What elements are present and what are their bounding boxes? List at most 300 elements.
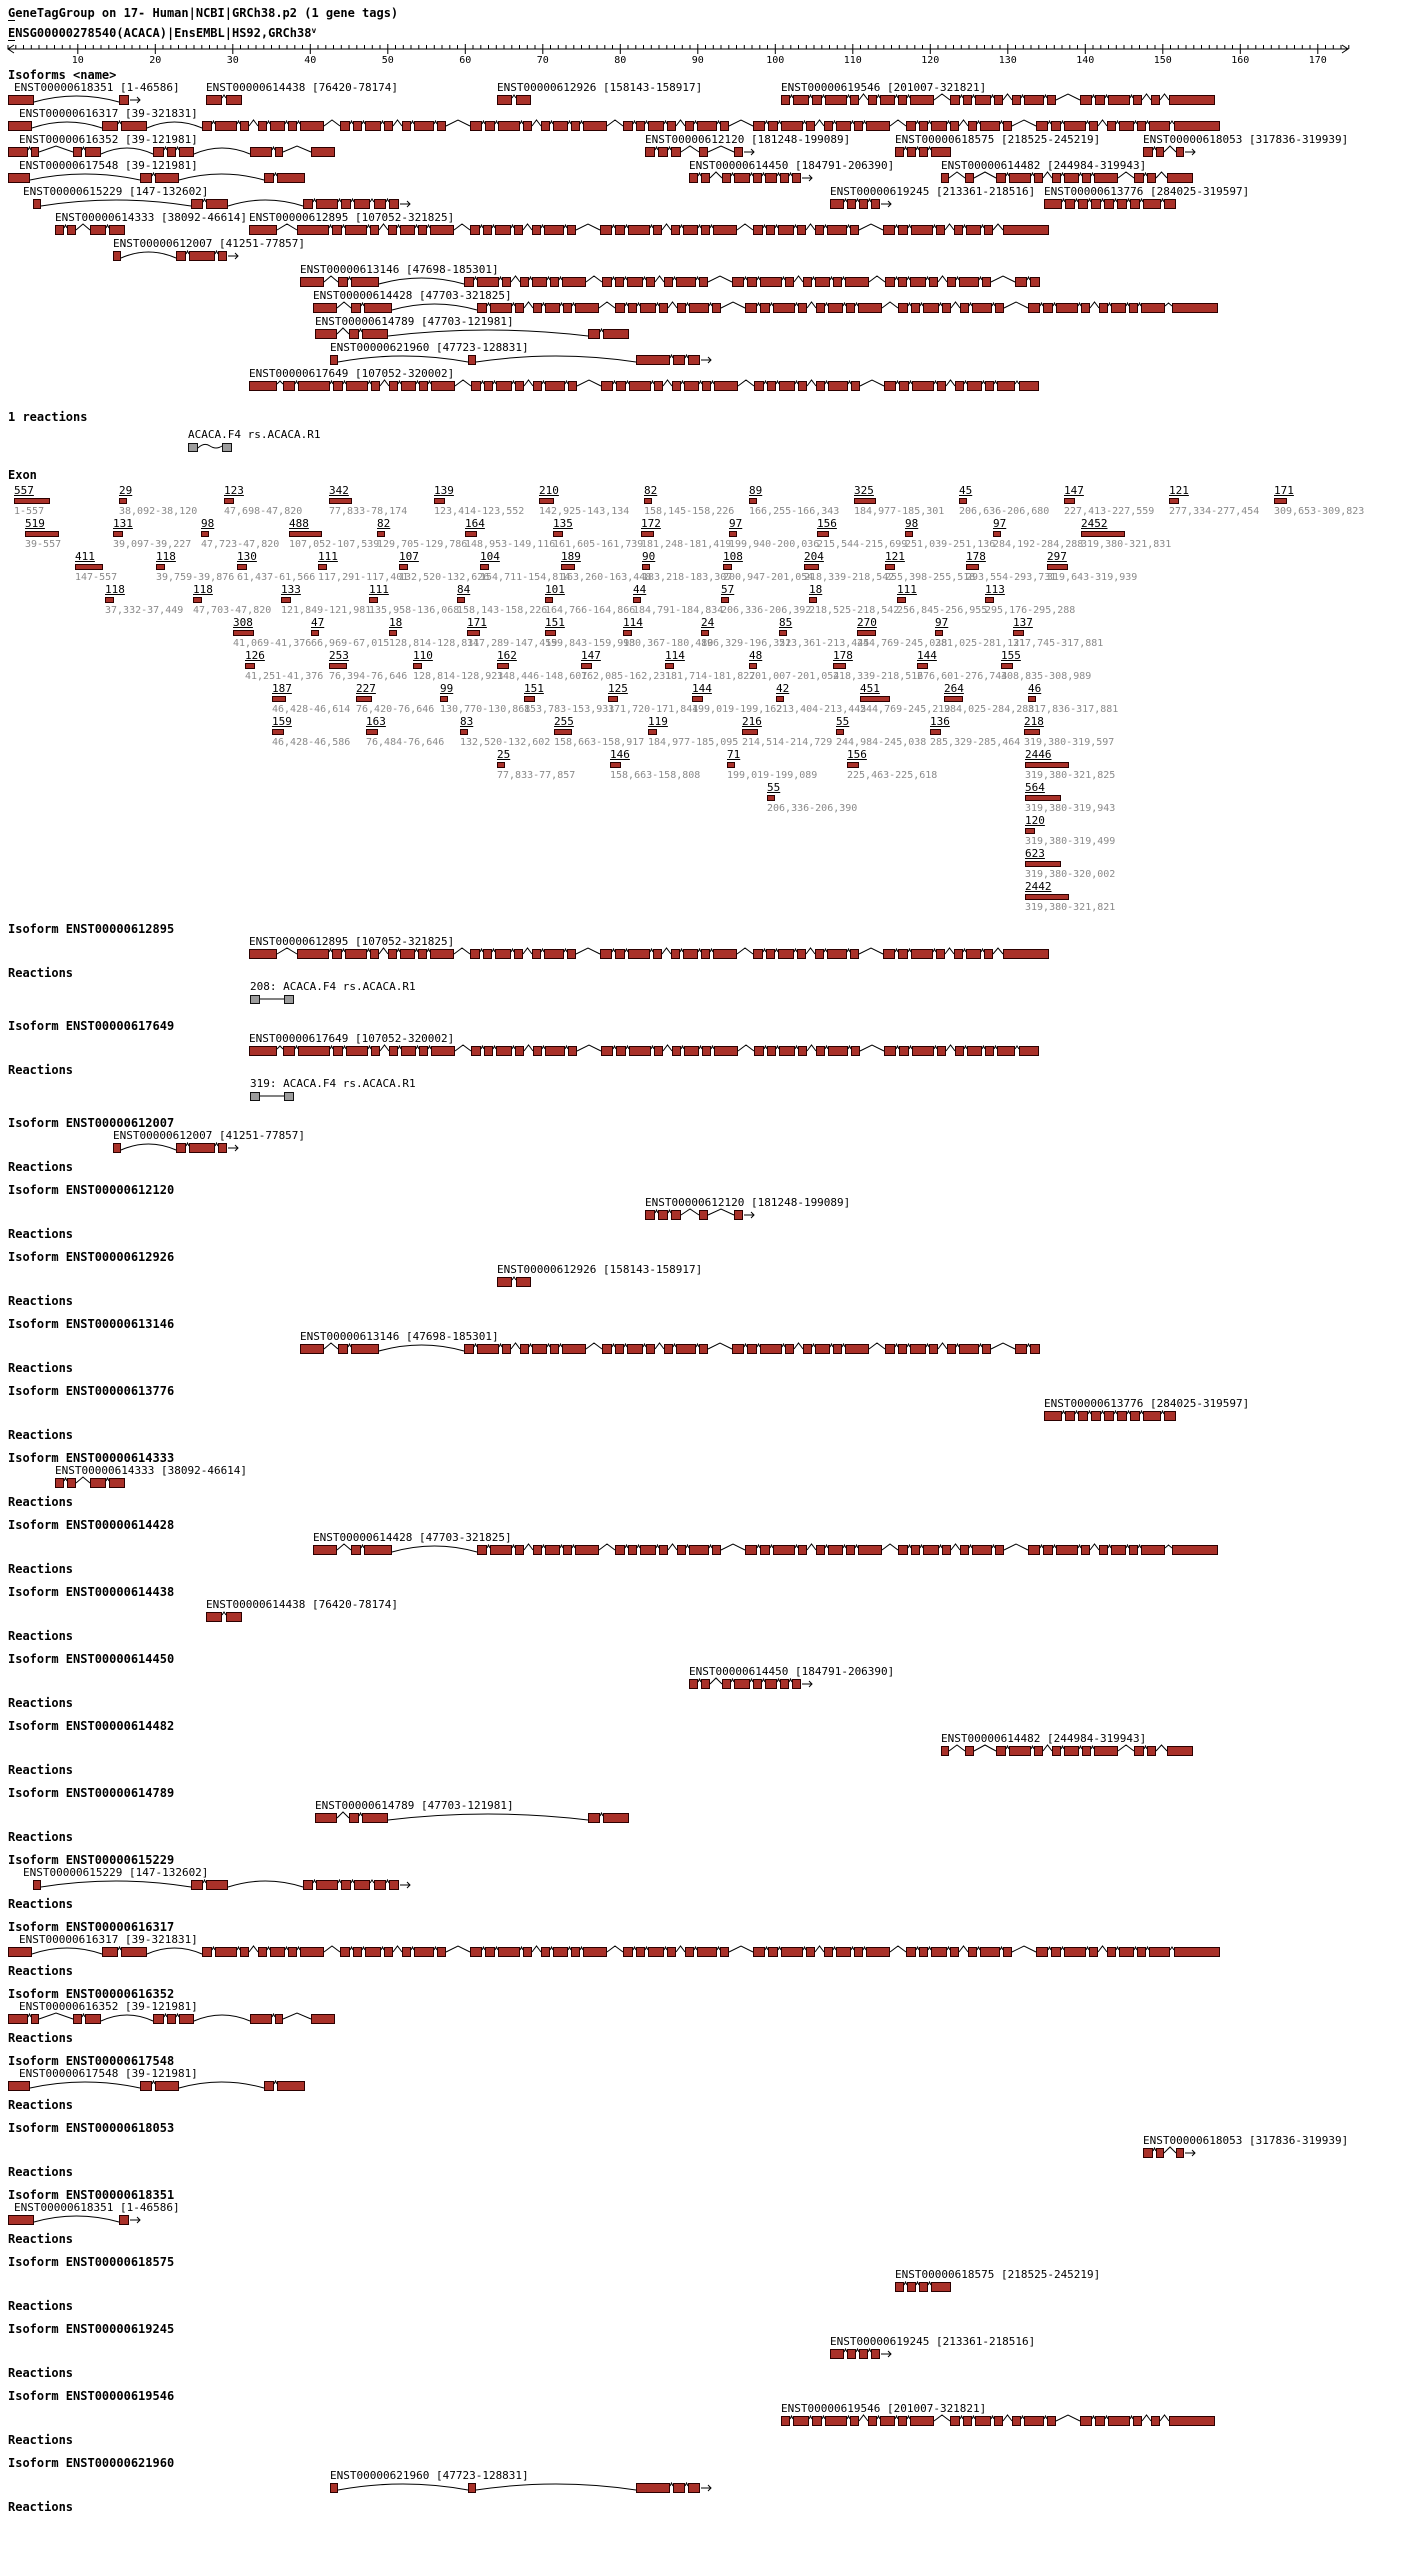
isoform-label[interactable]: ENST00000618053 [317836-319939]	[1143, 2134, 1349, 2147]
exon-box	[816, 381, 825, 391]
exon-length[interactable]: 55	[767, 781, 781, 794]
exon-length[interactable]: 47	[311, 616, 325, 629]
exon-box	[588, 1813, 600, 1823]
exon-bar	[1025, 828, 1035, 834]
exon-length[interactable]: 114	[623, 616, 643, 629]
isoform-label[interactable]: ENST00000616317 [39-321831]	[19, 107, 198, 120]
exon-length[interactable]: 564	[1025, 781, 1045, 794]
isoform-label[interactable]: ENST00000618575 [218525-245219]	[895, 2268, 1101, 2281]
isoform-glyph[interactable]	[8, 2080, 308, 2093]
exon-length[interactable]: 178	[966, 550, 986, 563]
isoform-glyph[interactable]	[206, 1611, 242, 1624]
isoform-label[interactable]: ENST00000615229 [147-132602]	[23, 1866, 209, 1879]
isoform-glyph[interactable]	[8, 172, 308, 185]
exon-length[interactable]: 411	[75, 550, 95, 563]
isoform-label[interactable]: ENST00000619546 [201007-321821]	[781, 81, 987, 94]
isoform-label[interactable]: ENST00000612926 [158143-158917]	[497, 81, 703, 94]
exon-length[interactable]: 98	[905, 517, 919, 530]
exon-box	[1151, 95, 1160, 105]
exon-box	[781, 95, 790, 105]
isoform-glyph[interactable]	[300, 276, 1050, 289]
exon-length[interactable]: 163	[366, 715, 386, 728]
exon-length[interactable]: 159	[272, 715, 292, 728]
isoform-label[interactable]: ENST00000612007 [41251-77857]	[113, 237, 306, 250]
exon-length[interactable]: 342	[329, 484, 349, 497]
isoform-label[interactable]: ENST00000616317 [39-321831]	[19, 1933, 198, 1946]
exon-box	[562, 1344, 586, 1354]
exon-length[interactable]: 151	[524, 682, 544, 695]
isoform-section-title[interactable]: Isoform ENST00000619245	[8, 2322, 175, 2336]
exon-length[interactable]: 325	[854, 484, 874, 497]
isoform-label[interactable]: ENST00000614333 [38092-46614]	[55, 1464, 248, 1477]
isoform-glyph[interactable]	[315, 328, 629, 341]
isoform-label[interactable]: ENST00000614789 [47703-121981]	[315, 315, 514, 328]
isoform-glyph[interactable]	[8, 94, 129, 107]
isoform-label[interactable]: ENST00000618351 [1-46586]	[14, 2201, 180, 2214]
isoform-label[interactable]: ENST00000612895 [107052-321825]	[249, 211, 455, 224]
exon-length[interactable]: 111	[369, 583, 389, 596]
exon-length[interactable]: 227	[356, 682, 376, 695]
exon-length[interactable]: 308	[233, 616, 253, 629]
exon-length[interactable]: 126	[245, 649, 265, 662]
exon-length[interactable]: 118	[193, 583, 213, 596]
isoform-label[interactable]: ENST00000614333 [38092-46614]	[55, 211, 248, 224]
exon-length[interactable]: 118	[156, 550, 176, 563]
isoform-section-title[interactable]: Isoform ENST00000619546	[8, 2389, 175, 2403]
reaction-label[interactable]: 319: ACACA.F4 rs.ACACA.R1	[250, 1077, 416, 1090]
exon-length[interactable]: 55	[836, 715, 850, 728]
exon-length[interactable]: 144	[917, 649, 937, 662]
exon-box	[676, 277, 696, 287]
exon-length[interactable]: 204	[804, 550, 824, 563]
exon-box	[270, 121, 285, 131]
isoform-glyph[interactable]	[895, 2281, 954, 2294]
collapse-caret-icon[interactable]: v	[311, 26, 317, 35]
isoform-glyph[interactable]	[645, 146, 752, 159]
exon-length[interactable]: 178	[833, 649, 853, 662]
exon-length[interactable]: 297	[1047, 550, 1067, 563]
isoform-glyph[interactable]	[8, 1946, 1220, 1959]
isoform-label[interactable]: ENST00000619245 [213361-218516]	[830, 185, 1036, 198]
exon-box	[833, 277, 842, 287]
exon-box	[250, 2014, 272, 2024]
exon-box	[911, 1545, 920, 1555]
exon-length[interactable]: 98	[201, 517, 215, 530]
exon-length[interactable]: 108	[723, 550, 743, 563]
exon-box	[226, 1612, 242, 1622]
exon-length[interactable]: 29	[119, 484, 133, 497]
exon-range: 184,977-185,301	[854, 506, 945, 517]
isoform-glyph[interactable]	[33, 1879, 399, 1892]
exon-length[interactable]: 139	[434, 484, 454, 497]
exon-length[interactable]: 156	[817, 517, 837, 530]
exon-entry	[224, 484, 302, 517]
exon-length[interactable]: 101	[545, 583, 565, 596]
isoform-label[interactable]: ENST00000614789 [47703-121981]	[315, 1799, 514, 1812]
exon-length[interactable]: 147	[1064, 484, 1084, 497]
isoform-label[interactable]: ENST00000613146 [47698-185301]	[300, 1330, 499, 1343]
exon-box	[919, 121, 928, 131]
isoform-section-title[interactable]: Isoform ENST00000618575	[8, 2255, 175, 2269]
isoform-label[interactable]: ENST00000617649 [107052-320002]	[249, 1032, 455, 1045]
exon-entry	[804, 550, 894, 583]
isoform-glyph[interactable]	[55, 1477, 125, 1490]
isoform-glyph[interactable]	[33, 198, 399, 211]
isoform-section-title[interactable]: Isoform ENST00000612895	[8, 922, 175, 936]
isoform-glyph[interactable]	[249, 224, 1049, 237]
isoform-label[interactable]: ENST00000614482 [244984-319943]	[941, 1732, 1147, 1745]
isoform-glyph[interactable]	[249, 380, 1039, 393]
exon-box	[781, 2416, 790, 2426]
exon-length[interactable]: 48	[749, 649, 763, 662]
ruler-tick-label: 90	[691, 55, 704, 66]
exon-length[interactable]: 218	[1024, 715, 1044, 728]
exon-box	[627, 277, 643, 287]
isoform-section-title[interactable]: Isoform ENST00000616352	[8, 1987, 175, 2001]
isoform-glyph[interactable]	[313, 302, 1218, 315]
exon-box	[353, 121, 362, 131]
exon-box	[1036, 121, 1048, 131]
exon-length[interactable]: 46	[1028, 682, 1042, 695]
title-hotkey: G	[8, 6, 16, 20]
isoform-section-title[interactable]: Isoform ENST00000612120	[8, 1183, 175, 1197]
reaction-glyph[interactable]	[188, 441, 236, 457]
exon-box	[370, 225, 379, 235]
isoform-glyph[interactable]	[8, 2013, 312, 2026]
exon-length[interactable]: 45	[959, 484, 973, 497]
exon-length[interactable]: 25	[497, 748, 511, 761]
exon-length[interactable]: 82	[377, 517, 391, 530]
exon-box	[671, 949, 680, 959]
exon-length[interactable]: 89	[749, 484, 763, 497]
exon-box	[645, 1210, 655, 1220]
exon-box	[868, 2416, 877, 2426]
exon-length[interactable]: 90	[642, 550, 656, 563]
isoform-glyph[interactable]	[300, 1343, 1050, 1356]
isoform-section-title[interactable]: Isoform ENST00000612926	[8, 1250, 175, 1264]
exon-bar	[833, 663, 846, 669]
ruler-tick-label: 70	[536, 55, 549, 66]
exon-range: 1-557	[14, 506, 45, 517]
isoform-section-title[interactable]: Isoform ENST00000616317	[8, 1920, 175, 1934]
isoform-section-title[interactable]: Isoform ENST00000618351	[8, 2188, 175, 2202]
exon-range: 171,720-171,844	[608, 704, 699, 715]
isoform-section-title[interactable]: Isoform ENST00000613776	[8, 1384, 175, 1398]
isoform-label[interactable]: ENST00000614428 [47703-321825]	[313, 1531, 512, 1544]
isoform-glyph[interactable]	[249, 1045, 1039, 1058]
isoform-section-title[interactable]: Isoform ENST00000615229	[8, 1853, 175, 1867]
exon-length[interactable]: 83	[460, 715, 474, 728]
exon-length[interactable]: 451	[860, 682, 880, 695]
isoform-label[interactable]: ENST00000614438 [76420-78174]	[206, 1598, 399, 1611]
exon-box	[980, 121, 1000, 131]
isoform-label[interactable]: ENST00000614482 [244984-319943]	[941, 159, 1147, 172]
isoform-label[interactable]: ENST00000616352 [39-121981]	[19, 2000, 198, 2013]
exon-length[interactable]: 84	[457, 583, 471, 596]
exon-entry	[836, 715, 926, 748]
isoform-glyph[interactable]	[55, 224, 125, 237]
exon-length[interactable]: 519	[25, 517, 45, 530]
exon-length[interactable]: 623	[1025, 847, 1045, 860]
reaction-label[interactable]: ACACA.F4 rs.ACACA.R1	[188, 428, 321, 441]
exon-length[interactable]: 171	[467, 616, 487, 629]
exon-box	[418, 225, 427, 235]
isoform-label[interactable]: ENST00000621960 [47723-128831]	[330, 2469, 529, 2482]
isoform-label[interactable]: ENST00000612007 [41251-77857]	[113, 1129, 306, 1142]
isoform-section	[0, 1518, 1420, 1576]
isoform-glyph[interactable]	[313, 1544, 1218, 1557]
isoform-label[interactable]: ENST00000613776 [284025-319597]	[1044, 1397, 1250, 1410]
exon-box	[699, 277, 708, 287]
exon-box	[179, 2014, 194, 2024]
reaction-glyph[interactable]	[250, 1090, 298, 1106]
exon-length[interactable]: 119	[648, 715, 668, 728]
isoform-glyph[interactable]	[1143, 146, 1184, 159]
isoform-section-title[interactable]: Isoform ENST00000612007	[8, 1116, 175, 1130]
isoform-label[interactable]: ENST00000614428 [47703-321825]	[313, 289, 512, 302]
isoform-glyph[interactable]	[330, 2482, 700, 2495]
isoform-glyph[interactable]	[941, 1745, 1193, 1758]
isoform-section-title[interactable]: Isoform ENST00000614333	[8, 1451, 175, 1465]
exon-length[interactable]: 151	[545, 616, 565, 629]
coordinate-ruler[interactable]	[0, 42, 1360, 66]
exon-length[interactable]: 147	[581, 649, 601, 662]
exon-length[interactable]: 488	[289, 517, 309, 530]
exon-box	[803, 1344, 812, 1354]
isoform-track-row	[0, 1867, 1420, 1893]
isoform-glyph[interactable]	[206, 94, 242, 107]
exon-box	[734, 173, 750, 183]
isoform-glyph[interactable]	[249, 948, 1049, 961]
exon-length[interactable]: 2452	[1081, 517, 1108, 530]
isoform-glyph[interactable]	[895, 146, 954, 159]
isoform-glyph[interactable]	[1143, 2147, 1184, 2160]
isoform-glyph[interactable]	[113, 1142, 227, 1155]
reaction-label[interactable]: 208: ACACA.F4 rs.ACACA.R1	[250, 980, 416, 993]
isoform-label[interactable]: ENST00000619245 [213361-218516]	[830, 2335, 1036, 2348]
exon-range: 206,636-206,680	[959, 506, 1050, 517]
exon-length[interactable]: 97	[935, 616, 949, 629]
isoform-label[interactable]: ENST00000614450 [184791-206390]	[689, 1665, 895, 1678]
exon-entry	[767, 781, 857, 814]
isoform-label[interactable]: ENST00000613146 [47698-185301]	[300, 263, 499, 276]
exon-box	[315, 329, 337, 339]
exon-box	[1056, 303, 1078, 313]
exon-length[interactable]: 136	[930, 715, 950, 728]
exon-length[interactable]: 113	[985, 583, 1005, 596]
exon-length[interactable]: 121	[1169, 484, 1189, 497]
exon-box	[898, 303, 908, 313]
exon-length[interactable]: 71	[727, 748, 741, 761]
exon-entry	[539, 484, 629, 517]
exon-range: 201,007-201,054	[749, 671, 840, 682]
exon-box	[1130, 199, 1140, 209]
exon-range: 76,394-76,646	[329, 671, 408, 682]
isoform-label[interactable]: ENST00000612926 [158143-158917]	[497, 1263, 703, 1276]
isoform-section-title[interactable]: Isoform ENST00000614789	[8, 1786, 175, 1800]
isoform-glyph[interactable]	[941, 172, 1193, 185]
isoform-glyph[interactable]	[1044, 1410, 1176, 1423]
exon-range: 147-557	[75, 572, 118, 583]
exon-length[interactable]: 120	[1025, 814, 1045, 827]
isoform-section-title[interactable]: Isoform ENST00000614450	[8, 1652, 175, 1666]
exon-length[interactable]: 118	[105, 583, 125, 596]
exon-length[interactable]: 146	[610, 748, 630, 761]
exon-length[interactable]: 2446	[1025, 748, 1052, 761]
isoform-section-title[interactable]: Isoform ENST00000617548	[8, 2054, 175, 2068]
exon-box	[847, 199, 856, 209]
exon-length[interactable]: 130	[237, 550, 257, 563]
isoform-label[interactable]: ENST00000612120 [181248-199089]	[645, 1196, 851, 1209]
exon-length[interactable]: 85	[779, 616, 793, 629]
isoform-section-title[interactable]: Isoform ENST00000621960	[8, 2456, 175, 2470]
isoform-glyph[interactable]	[781, 2415, 1215, 2428]
exon-length[interactable]: 111	[318, 550, 338, 563]
isoform-label[interactable]: ENST00000617649 [107052-320002]	[249, 367, 455, 380]
exon-length[interactable]: 557	[14, 484, 34, 497]
exon-length[interactable]: 57	[721, 583, 735, 596]
reaction-glyph[interactable]	[250, 993, 298, 1009]
isoform-section-title[interactable]: Isoform ENST00000614482	[8, 1719, 175, 1733]
exon-length[interactable]: 172	[641, 517, 661, 530]
isoform-section	[0, 2121, 1420, 2179]
isoform-glyph[interactable]	[1044, 198, 1176, 211]
isoform-section-title[interactable]: Isoform ENST00000618053	[8, 2121, 175, 2135]
exon-range: 199,940-200,036	[729, 539, 820, 550]
isoform-glyph[interactable]	[113, 250, 227, 263]
ruler-tick-label: 100	[766, 55, 785, 66]
isoform-glyph[interactable]	[497, 94, 531, 107]
isoform-label[interactable]: ENST00000617548 [39-121981]	[19, 2067, 198, 2080]
exon-length[interactable]: 133	[281, 583, 301, 596]
isoform-label[interactable]: ENST00000618053 [317836-319939]	[1143, 133, 1349, 146]
exon-length[interactable]: 42	[776, 682, 790, 695]
exon-box	[780, 173, 789, 183]
isoform-glyph[interactable]	[497, 1276, 531, 1289]
exon-length[interactable]: 255	[554, 715, 574, 728]
isoform-label[interactable]: ENST00000614450 [184791-206390]	[689, 159, 895, 172]
exon-length[interactable]: 144	[692, 682, 712, 695]
exon-length[interactable]: 125	[608, 682, 628, 695]
exon-length[interactable]: 18	[809, 583, 823, 596]
exon-length[interactable]: 111	[897, 583, 917, 596]
exon-length[interactable]: 121	[885, 550, 905, 563]
isoform-label[interactable]: ENST00000615229 [147-132602]	[23, 185, 209, 198]
exon-length[interactable]: 135	[553, 517, 573, 530]
exon-length[interactable]: 82	[644, 484, 658, 497]
exon-length[interactable]: 114	[665, 649, 685, 662]
isoform-section-title[interactable]: Isoform ENST00000617649	[8, 1019, 175, 1033]
exon-length[interactable]: 99	[440, 682, 454, 695]
isoform-glyph[interactable]	[645, 1209, 752, 1222]
exon-entry	[608, 682, 698, 715]
isoform-label[interactable]: ENST00000618575 [218525-245219]	[895, 133, 1101, 146]
isoform-glyph[interactable]	[8, 2214, 129, 2227]
exon-length[interactable]: 164	[465, 517, 485, 530]
exon-box	[923, 1545, 939, 1555]
exon-length[interactable]: 97	[993, 517, 1007, 530]
exon-length[interactable]: 187	[272, 682, 292, 695]
exon-length[interactable]: 137	[1013, 616, 1033, 629]
isoform-track-row	[0, 1532, 1420, 1558]
exon-entry	[633, 583, 723, 616]
isoform-label[interactable]: ENST00000612120 [181248-199089]	[645, 133, 851, 146]
isoform-label[interactable]: ENST00000621960 [47723-128831]	[330, 341, 529, 354]
exon-length[interactable]: 97	[729, 517, 743, 530]
isoform-label[interactable]: ENST00000612895 [107052-321825]	[249, 935, 455, 948]
isoform-label[interactable]: ENST00000619546 [201007-321821]	[781, 2402, 987, 2415]
isoform-label[interactable]: ENST00000616352 [39-121981]	[19, 133, 198, 146]
isoform-glyph[interactable]	[8, 120, 1220, 133]
exon-box	[346, 1046, 368, 1056]
isoform-glyph[interactable]	[830, 198, 880, 211]
exon-length[interactable]: 270	[857, 616, 877, 629]
exon-entry	[553, 517, 643, 550]
gene-title[interactable]	[8, 26, 1420, 40]
isoform-label[interactable]: ENST00000613776 [284025-319597]	[1044, 185, 1250, 198]
isoform-section-title[interactable]: Isoform ENST00000613146	[8, 1317, 175, 1331]
exon-length[interactable]: 171	[1274, 484, 1294, 497]
exon-length[interactable]: 155	[1001, 649, 1021, 662]
exon-box	[960, 1545, 969, 1555]
isoform-glyph[interactable]	[330, 354, 700, 367]
exon-length[interactable]: 216	[742, 715, 762, 728]
exon-box	[623, 121, 633, 131]
exon-box	[931, 1947, 947, 1957]
exon-length[interactable]: 107	[399, 550, 419, 563]
exon-box	[55, 1478, 64, 1488]
exon-box	[490, 303, 512, 313]
isoforms-heading: Isoforms <name>	[8, 68, 117, 82]
exon-length[interactable]: 264	[944, 682, 964, 695]
exon-box	[899, 1046, 909, 1056]
exon-length[interactable]: 18	[389, 616, 403, 629]
exon-length[interactable]: 2442	[1025, 880, 1052, 893]
isoform-label[interactable]: ENST00000617548 [39-121981]	[19, 159, 198, 172]
exon-length[interactable]: 131	[113, 517, 133, 530]
exon-length[interactable]: 189	[561, 550, 581, 563]
isoform-glyph[interactable]	[781, 94, 1215, 107]
exon-length[interactable]: 44	[633, 583, 647, 596]
reactions-heading: Reactions	[8, 1964, 74, 1978]
exon-box	[553, 121, 568, 131]
exon-box	[701, 949, 710, 959]
isoform-glyph[interactable]	[830, 2348, 880, 2361]
exon-length[interactable]: 24	[701, 616, 715, 629]
isoform-glyph[interactable]	[315, 1812, 629, 1825]
exon-length[interactable]: 104	[480, 550, 500, 563]
exon-box	[767, 381, 776, 391]
exon-length[interactable]: 162	[497, 649, 517, 662]
exon-box	[747, 277, 757, 287]
exon-length[interactable]: 123	[224, 484, 244, 497]
exon-length[interactable]: 110	[413, 649, 433, 662]
isoform-label[interactable]: ENST00000614438 [76420-78174]	[206, 81, 399, 94]
exon-row	[0, 583, 1420, 616]
isoform-glyph[interactable]	[689, 172, 804, 185]
exon-length[interactable]: 253	[329, 649, 349, 662]
isoform-section-title[interactable]: Isoform ENST00000614438	[8, 1585, 175, 1599]
exon-box	[828, 381, 848, 391]
isoform-section-title[interactable]: Isoform ENST00000614428	[8, 1518, 175, 1532]
isoform-glyph[interactable]	[689, 1678, 804, 1691]
isoform-label[interactable]: ENST00000618351 [1-46586]	[14, 81, 180, 94]
isoform-glyph[interactable]	[8, 146, 312, 159]
exon-length[interactable]: 156	[847, 748, 867, 761]
exon-length[interactable]: 210	[539, 484, 559, 497]
exon-box	[798, 303, 807, 313]
reactions-heading: Reactions	[8, 1830, 74, 1844]
